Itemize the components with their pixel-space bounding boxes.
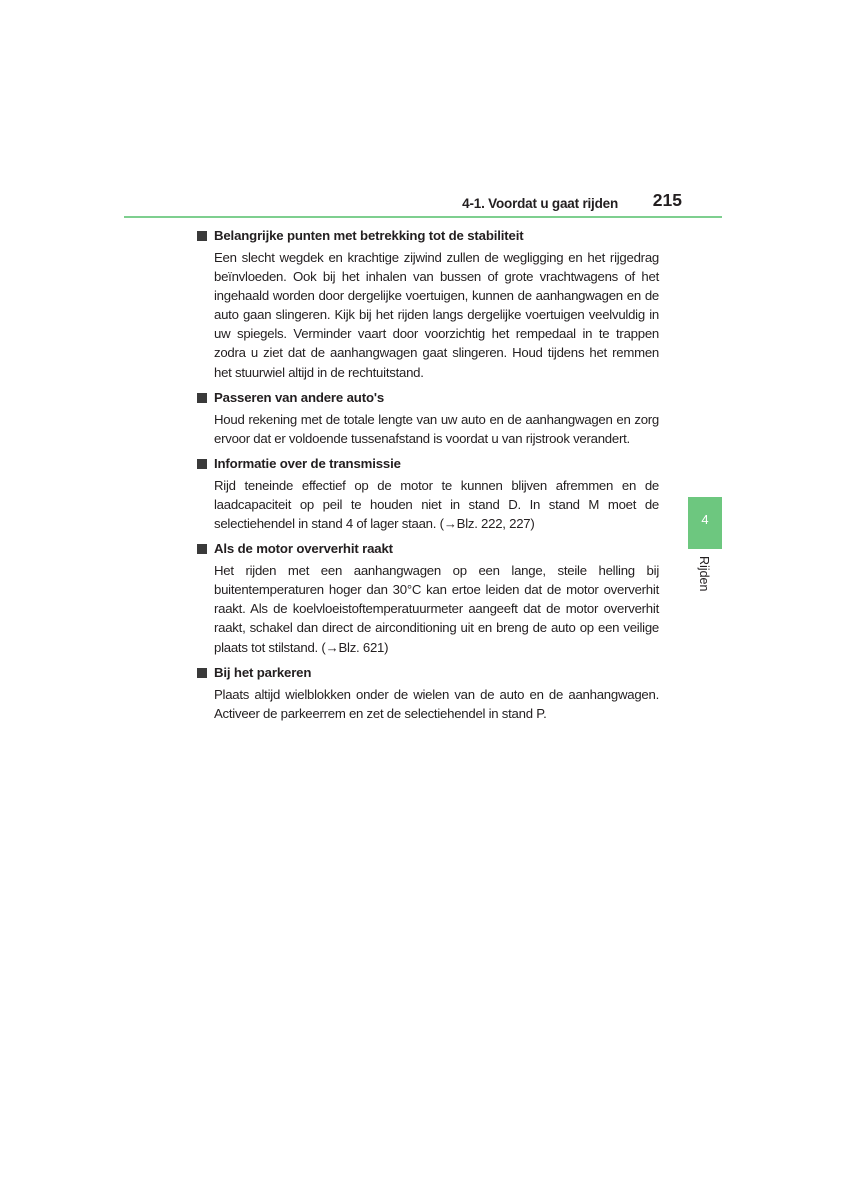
section-heading-text: Bij het parkeren [214, 664, 312, 680]
section-paragraph: Rijd teneinde effectief op de motor te kunnen blijven afremmen en de laadcapaciteit op peil te houden niet in stand D. In stand M moet de selectiehendel in stand 4 of lager staan. (→Blz. 222, 227) [214, 477, 659, 532]
chapter-label: Rijden [697, 556, 711, 592]
page-content [197, 224, 659, 729]
section-heading [197, 539, 659, 559]
square-bullet-icon [197, 393, 207, 403]
section-transmission [197, 454, 659, 533]
section-heading-text: Belangrijke punten met betrekking tot de stabiliteit [214, 228, 524, 243]
page-header [124, 188, 722, 216]
section-parking [197, 663, 659, 723]
square-bullet-icon [197, 231, 207, 241]
page-number: 215 [652, 190, 682, 210]
section-paragraph: Een slecht wegdek en krachtige zijwind zullen de wegligging en het rijgedrag beïnvloeden. Ook bij het inhalen van bussen of grote vrachtwagens of het ingehaald worden door dergelijke voertuigen, kunnen de aanhangwagen en de auto gaan slingeren. Kijk bij het rijden langs dergelijke voertuigen veelvuldig in uw spiegels. Verminder vaart door voorzichtig het rempedaal in te trappen zodra u ziet dat de aanhangwagen gaat slingeren. Houd tijdens het remmen het stuurwiel altijd in de rechtuitstand. [214, 250, 659, 380]
section-heading-text: Als de motor oververhit raakt [214, 541, 393, 557]
section-heading [197, 454, 659, 474]
section-overheating [197, 539, 659, 656]
section-stability [197, 226, 659, 382]
section-heading-text: Passeren van andere auto's [214, 389, 385, 405]
square-bullet-icon [197, 544, 207, 554]
square-bullet-icon [197, 668, 207, 678]
section-title: 4-1. Voordat u gaat rijden [462, 196, 618, 211]
section-paragraph: Plaats altijd wielblokken onder de wielen van de auto en de aanhangwagen. Activeer de parkeerrem en zet de selectiehendel in stand P. [214, 686, 659, 721]
section-heading-text: Informatie over de transmissie [214, 455, 401, 471]
section-heading [197, 226, 659, 246]
section-heading [197, 388, 659, 408]
section-paragraph: Houd rekening met de totale lengte van uw auto en de aanhangwagen en zorg ervoor dat er voldoende tussenafstand is voordat u van rijstrook verandert. [214, 411, 659, 446]
section-paragraph: Het rijden met een aanhangwagen op een lange, steile helling bij buitentemperaturen hoger dan 30°C kan ertoe leiden dat de motor oververhit raakt. Als de koelvloeistoftemperatuurmeter aangeeft dat de motor oververhit raakt, schakel dan direct de airconditioning uit en breng de auto op een veilige plaats tot stilstand. (→Blz. 621) [214, 563, 659, 655]
section-heading [197, 663, 659, 683]
square-bullet-icon [197, 459, 207, 469]
chapter-number: 4 [701, 512, 709, 527]
section-passing [197, 388, 659, 448]
chapter-tab [688, 497, 722, 549]
header-divider [124, 216, 722, 218]
